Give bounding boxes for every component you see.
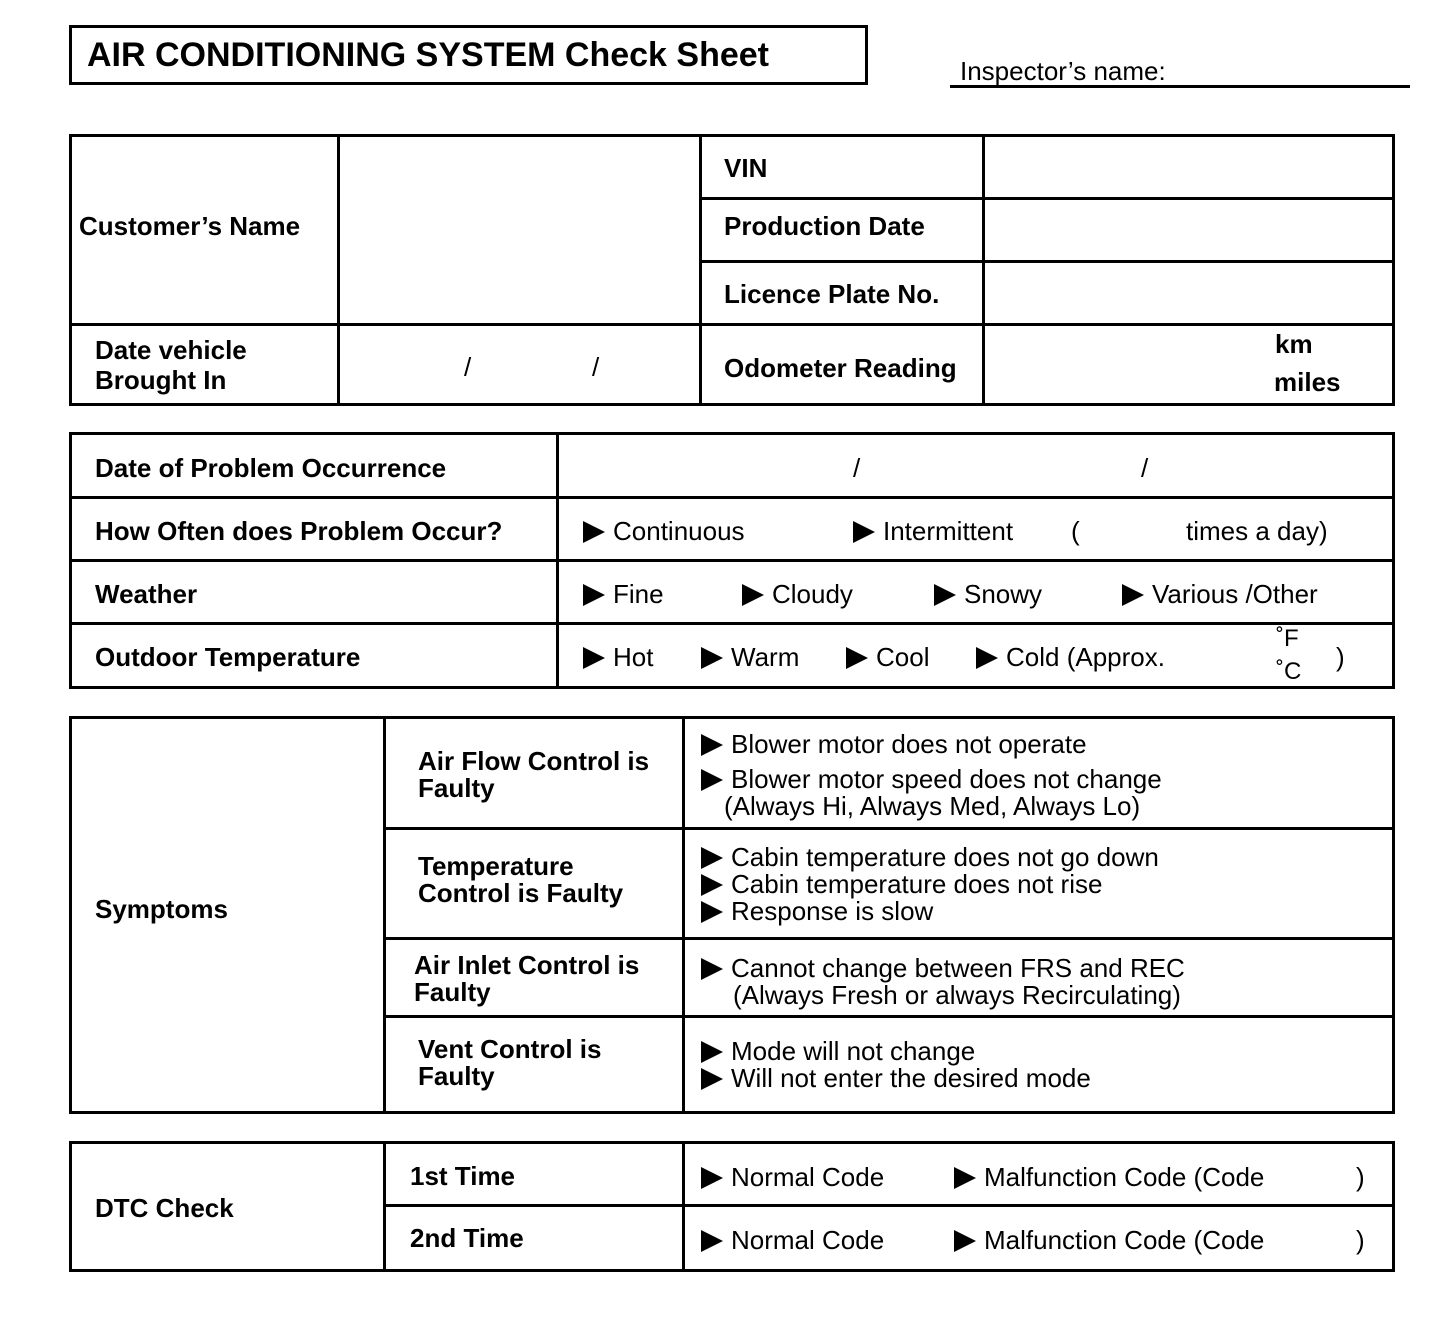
triangle-bullet-icon xyxy=(976,647,998,669)
triangle-bullet-icon xyxy=(701,847,723,869)
frequency-option-intermittent[interactable]: Intermittent xyxy=(853,518,1013,544)
symptom-frs-rec[interactable]: Cannot change between FRS and REC xyxy=(701,955,1185,981)
triangle-bullet-icon xyxy=(853,521,875,543)
dtc-first-close-paren: ) xyxy=(1356,1162,1365,1192)
symptom-blower-speed-note: (Always Hi, Always Med, Always Lo) xyxy=(724,791,1141,821)
title-box xyxy=(69,25,868,85)
triangle-bullet-icon xyxy=(701,647,723,669)
date-separator: / xyxy=(592,352,600,382)
triangle-bullet-icon xyxy=(701,901,723,923)
dtc-second-time-label: 2nd Time xyxy=(410,1223,524,1253)
licence-plate-label: Licence Plate No. xyxy=(724,279,940,309)
triangle-bullet-icon xyxy=(954,1230,976,1252)
unit-fahrenheit[interactable]: ˚F xyxy=(1276,625,1299,652)
triangle-bullet-icon xyxy=(701,734,723,756)
temp-option-cold[interactable]: Cold (Approx. xyxy=(976,644,1165,670)
dtc-first-normal-code[interactable]: Normal Code xyxy=(701,1164,884,1190)
temp-close-paren: ) xyxy=(1336,642,1345,672)
page-title: AIR CONDITIONING SYSTEM Check Sheet xyxy=(87,35,769,74)
triangle-bullet-icon xyxy=(701,1230,723,1252)
outdoor-temp-label: Outdoor Temperature xyxy=(95,642,361,672)
symptom-frs-rec-note: (Always Fresh or always Recirculating) xyxy=(733,980,1181,1010)
date-brought-in-label-line2: Brought In xyxy=(95,365,227,395)
triangle-bullet-icon xyxy=(701,1041,723,1063)
frequency-label: How Often does Problem Occur? xyxy=(95,516,503,546)
dtc-first-time-label: 1st Time xyxy=(410,1161,516,1191)
triangle-bullet-icon xyxy=(701,1068,723,1090)
triangle-bullet-icon xyxy=(583,521,605,543)
triangle-bullet-icon xyxy=(934,584,956,606)
symptom-group-vent: Vent Control is Faulty xyxy=(418,1034,602,1091)
production-date-label: Production Date xyxy=(724,211,925,241)
problem-date-label: Date of Problem Occurrence xyxy=(95,453,447,483)
triangle-bullet-icon xyxy=(583,584,605,606)
odometer-label: Odometer Reading xyxy=(724,353,957,383)
dtc-second-malfunction-code[interactable]: Malfunction Code (Code xyxy=(954,1227,1264,1253)
symptom-temp-not-down[interactable]: Cabin temperature does not go down xyxy=(701,844,1159,870)
date-brought-in-label-line1: Date vehicle xyxy=(95,335,247,365)
dtc-second-normal-code[interactable]: Normal Code xyxy=(701,1227,884,1253)
symptom-mode-not-desired[interactable]: Will not enter the desired mode xyxy=(701,1065,1091,1091)
symptom-blower-not-operate[interactable]: Blower motor does not operate xyxy=(701,731,1087,757)
symptom-group-air-flow: Air Flow Control is Faulty xyxy=(418,746,650,803)
weather-option-cloudy[interactable]: Cloudy xyxy=(742,581,853,607)
symptom-response-slow[interactable]: Response is slow xyxy=(701,898,933,924)
dtc-label: DTC Check xyxy=(95,1193,234,1223)
triangle-bullet-icon xyxy=(701,769,723,791)
symptom-blower-speed-no-change[interactable]: Blower motor speed does not change xyxy=(701,766,1162,792)
vin-label: VIN xyxy=(724,153,768,183)
temp-option-warm[interactable]: Warm xyxy=(701,644,799,670)
symptoms-label: Symptoms xyxy=(95,894,228,924)
date-separator: / xyxy=(853,453,861,483)
triangle-bullet-icon xyxy=(1122,584,1144,606)
date-brought-in-input[interactable] xyxy=(341,327,697,402)
weather-label: Weather xyxy=(95,579,198,609)
unit-miles: miles xyxy=(1274,367,1341,397)
times-a-day-text: times a day) xyxy=(1186,516,1328,546)
inspector-name-field[interactable] xyxy=(950,56,1410,88)
unit-celsius[interactable]: ˚C xyxy=(1276,658,1302,685)
date-separator: / xyxy=(1141,453,1149,483)
temp-option-hot[interactable]: Hot xyxy=(583,644,653,670)
inspector-name-label: Inspector’s name: xyxy=(960,56,1166,86)
customer-name-label: Customer’s Name xyxy=(79,211,301,241)
symptom-mode-no-change[interactable]: Mode will not change xyxy=(701,1038,975,1064)
triangle-bullet-icon xyxy=(846,647,868,669)
temp-option-cool[interactable]: Cool xyxy=(846,644,929,670)
weather-option-fine[interactable]: Fine xyxy=(583,581,664,607)
dtc-first-malfunction-code[interactable]: Malfunction Code (Code xyxy=(954,1164,1264,1190)
times-open-paren: ( xyxy=(1071,516,1080,546)
date-separator: / xyxy=(464,352,472,382)
symptom-group-air-inlet: Air Inlet Control is Faulty xyxy=(414,950,640,1007)
triangle-bullet-icon xyxy=(583,647,605,669)
triangle-bullet-icon xyxy=(954,1167,976,1189)
unit-km: km xyxy=(1275,329,1313,359)
weather-option-snowy[interactable]: Snowy xyxy=(934,581,1042,607)
triangle-bullet-icon xyxy=(701,1167,723,1189)
production-date-input[interactable] xyxy=(986,201,1391,259)
symptom-temp-not-rise[interactable]: Cabin temperature does not rise xyxy=(701,871,1102,897)
triangle-bullet-icon xyxy=(742,584,764,606)
triangle-bullet-icon xyxy=(701,958,723,980)
customer-name-input[interactable] xyxy=(341,138,697,322)
frequency-option-continuous[interactable]: Continuous xyxy=(583,518,745,544)
dtc-second-close-paren: ) xyxy=(1356,1225,1365,1255)
licence-plate-input[interactable] xyxy=(986,264,1391,322)
vin-input[interactable] xyxy=(986,138,1391,196)
problem-date-input[interactable] xyxy=(560,436,1391,495)
weather-option-various[interactable]: Various /Other xyxy=(1122,581,1318,607)
symptom-group-temperature: Temperature Control is Faulty xyxy=(418,851,624,908)
triangle-bullet-icon xyxy=(701,874,723,896)
